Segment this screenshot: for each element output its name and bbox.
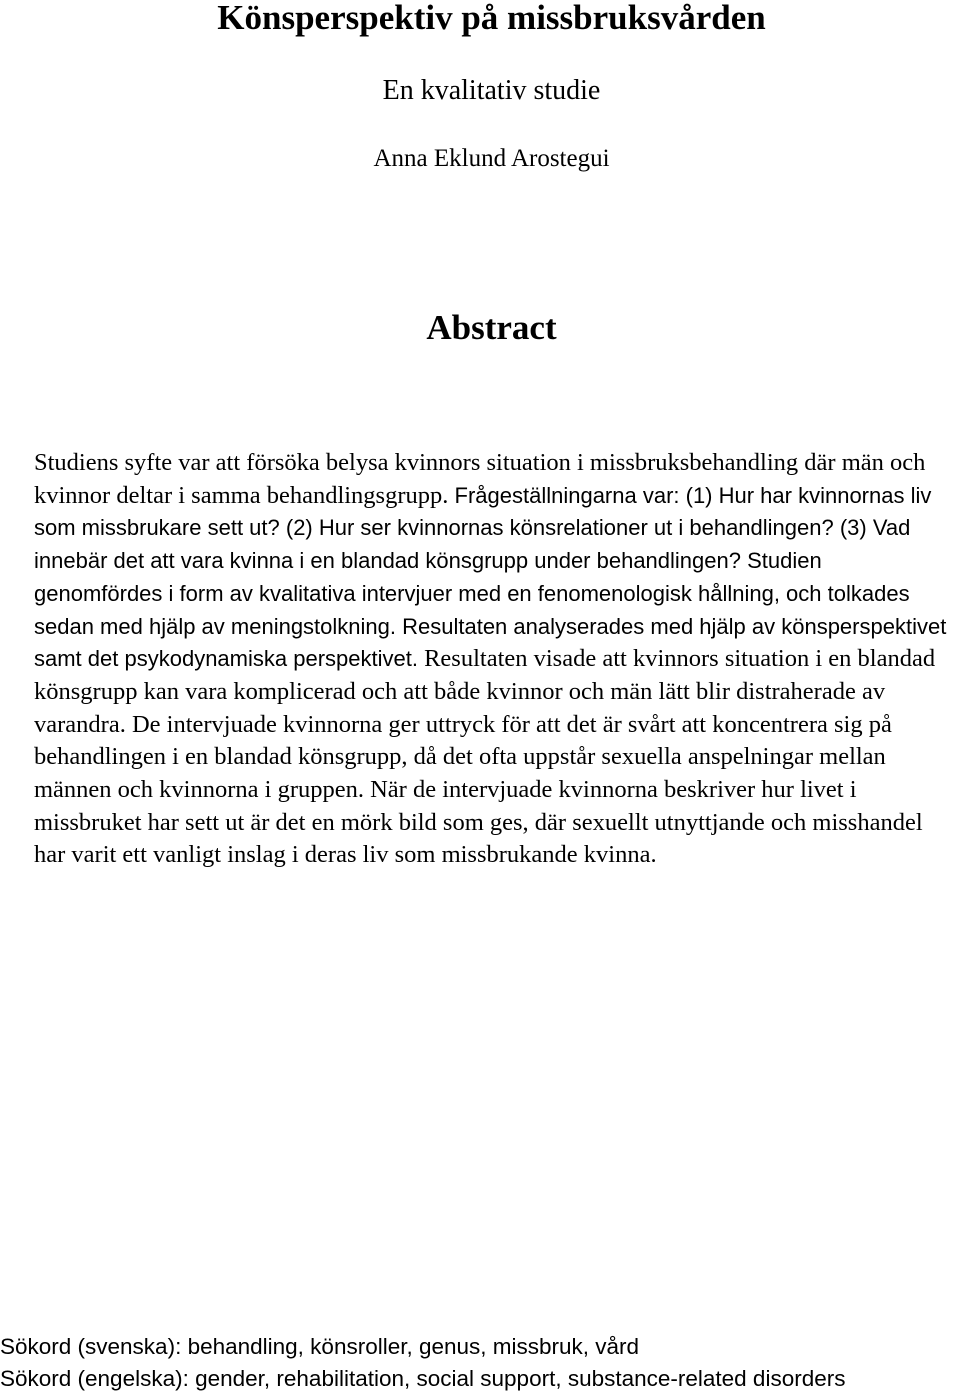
keywords-swedish: Sökord (svenska): behandling, könsroller, genus, missbruk, vård xyxy=(0,1334,640,1359)
document-subtitle: En kvalitativ studie xyxy=(382,75,601,106)
keywords-block xyxy=(0,1331,960,1395)
author-name: Anna Eklund Arostegui xyxy=(373,145,610,172)
abstract-text-part-3: Resultaten visade att kvinnors situation i en blandad könsgrupp kan vara komplicerad och att både kvinnor och män lätt blir distraherade av varandra. De intervjuade kvinnorna ger uttryck för att det är svårt att koncentrera sig på behandlingen i en blandad könsgrupp, då det ofta uppstår sexuella anspelningar mellan männen och kvinnorna i gruppen. När de intervjuade kvinnorna beskriver hur livet i missbruket har sett ut är det en mörk bild som ges, där sexuellt utnyttjande och misshandel har varit ett vanligt inslag i deras liv som missbrukande kvinna. xyxy=(34,645,936,869)
abstract-text-part-2: Frågeställningarna var: (1) Hur har kvinnornas liv som missbrukare sett ut? (2) Hur ser kvinnornas könsrelationer ut i behandlingen? (3) Vad innebär det att vara kvinna i en blandad könsgrupp under behandlingen? Studien genomfördes i form av kvalitativa intervjuer med en fenomenologisk hållning, och tolkades sedan med hjälp av meningstolkning. Resultaten analyserades med hjälp av könsperspektivet samt det psykodynamiska perspektivet. xyxy=(34,482,947,672)
abstract-text-part-1: Studiens syfte var att försöka belysa kvinnors situation i missbruksbehandling där män och kvinnor deltar i samma behandlingsgrupp. xyxy=(34,449,926,509)
document-title: Könsperspektiv på missbruksvården xyxy=(217,0,766,37)
abstract-heading: Abstract xyxy=(426,308,557,347)
abstract-paragraph xyxy=(34,447,954,872)
keywords-english: Sökord (engelska): gender, rehabilitation, social support, substance-related disorders xyxy=(0,1366,846,1391)
